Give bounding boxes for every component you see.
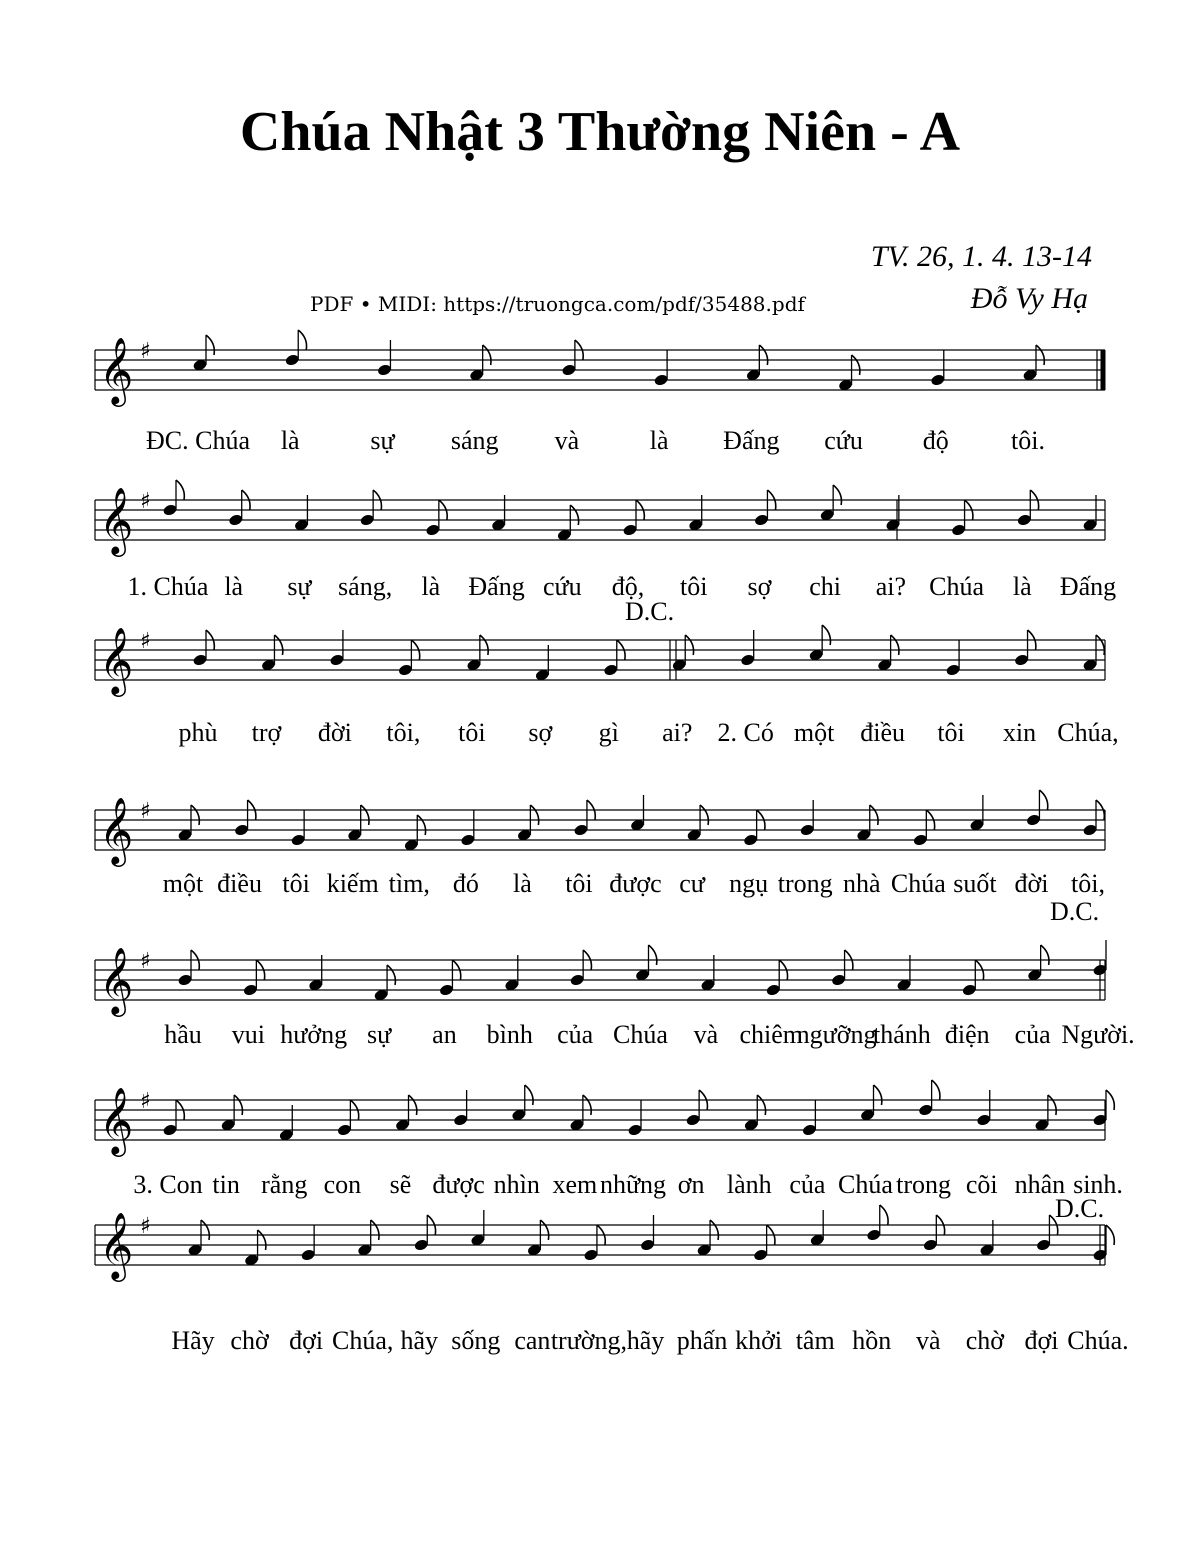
- lyric-syllable: ĐC. Chúa: [146, 426, 250, 455]
- lyric-syllable: tin: [212, 1170, 240, 1199]
- note-flag: [833, 485, 841, 505]
- note-flag: [1036, 345, 1044, 365]
- psalm-reference: TV. 26, 1. 4. 13-14: [870, 240, 1092, 273]
- staff-system: [95, 790, 1105, 867]
- lyric-syllable: tôi: [679, 572, 708, 601]
- note-flag: [932, 1080, 940, 1100]
- lyric-syllable: suốt: [953, 869, 997, 898]
- note-flag: [759, 345, 767, 365]
- lyric-syllable: Đấng: [468, 572, 525, 601]
- note-flag: [480, 635, 488, 655]
- lyric-syllable: của: [557, 1020, 594, 1049]
- lyric-syllable: là: [1012, 572, 1032, 601]
- da-capo-mark: D.C.: [1050, 897, 1100, 926]
- lyric-syllable: hưởng: [280, 1020, 348, 1049]
- lyric-syllable: trong: [896, 1170, 952, 1199]
- lyric-syllable: là: [421, 572, 441, 601]
- lyric-syllable: vui: [231, 1020, 265, 1049]
- note-flag: [870, 805, 878, 825]
- lyric-syllable: sáng: [450, 426, 499, 455]
- treble-clef-icon: 𝄞: [99, 1211, 134, 1279]
- lyric-syllable: can: [514, 1326, 551, 1355]
- lyric-syllable: điều: [860, 718, 905, 747]
- lyric-syllable: một: [162, 869, 204, 898]
- note-flag: [409, 1095, 417, 1115]
- lyric-syllable: Chúa: [929, 572, 985, 601]
- lyric-syllable: thánh: [873, 1020, 931, 1049]
- note-flag: [700, 805, 708, 825]
- lyric-syllable: bình: [486, 1020, 533, 1049]
- lyric-syllable: và: [916, 1326, 941, 1355]
- lyric-syllable: độ,: [611, 572, 645, 601]
- source-link[interactable]: PDF • MIDI: https://truongca.com/pdf/35488.pdf: [310, 292, 805, 316]
- lyric-syllable: sợ: [747, 572, 772, 601]
- da-capo-mark: D.C.: [625, 597, 675, 626]
- lyric-syllable: cõi: [965, 1170, 998, 1199]
- lyric-syllable: rằng: [261, 1170, 308, 1199]
- lyric-syllable: và: [554, 426, 580, 455]
- lyric-syllable: và: [693, 1020, 719, 1049]
- lyric-syllable: 1. Chúa: [127, 572, 209, 601]
- note-flag: [191, 805, 199, 825]
- lyric-syllable: Người.: [1061, 1020, 1135, 1049]
- lyric-syllable: độ: [922, 426, 949, 455]
- lyric-syllable: tôi.: [1011, 426, 1045, 455]
- lyric-syllable: ai?: [662, 718, 693, 747]
- sharp-icon: ♯: [140, 339, 151, 364]
- lyric-syllable: an: [432, 1020, 457, 1049]
- lyric-syllable: tôi: [282, 869, 310, 898]
- lyric-syllable: Chúa,: [331, 1326, 394, 1355]
- lyric-syllable: trường,: [550, 1326, 628, 1355]
- note-flag: [710, 1220, 718, 1240]
- lyric-syllable: hãy: [626, 1326, 665, 1355]
- note-flag: [874, 1085, 882, 1105]
- note-flag: [361, 805, 369, 825]
- lyric-syllable: một: [793, 718, 835, 747]
- song-title: Chúa Nhật 3 Thường Niên - A: [239, 101, 961, 163]
- lyric-syllable: được: [609, 869, 662, 898]
- note-flag: [201, 1220, 209, 1240]
- sharp-icon: ♯: [140, 489, 151, 514]
- note-flag: [417, 815, 425, 835]
- note-flag: [540, 1220, 548, 1240]
- lyric-syllable: xem: [552, 1170, 598, 1199]
- lyric-syllable: con: [323, 1170, 362, 1199]
- lyric-syllable: là: [280, 426, 300, 455]
- lyric-syllable: phấn: [676, 1326, 728, 1355]
- note-flag: [274, 635, 282, 655]
- note-flag: [1096, 635, 1104, 655]
- lyric-syllable: cư: [679, 869, 705, 898]
- sharp-icon: ♯: [140, 1089, 151, 1114]
- staff-system: [95, 1205, 1114, 1282]
- lyric-syllable: cứu: [824, 426, 863, 455]
- lyric-syllable: đời: [1014, 869, 1049, 898]
- lyric-syllable: của: [1014, 1020, 1051, 1049]
- note-flag: [757, 1095, 765, 1115]
- note-flag: [1039, 790, 1047, 810]
- lyric-syllable: tôi,: [386, 718, 421, 747]
- lyric-syllable: hầu: [164, 1020, 202, 1049]
- lyric-syllable: cứu: [542, 572, 582, 601]
- treble-clef-icon: 𝄞: [99, 796, 134, 864]
- lyric-syllable: chi: [809, 572, 842, 601]
- lyric-syllable: đợi: [1024, 1326, 1059, 1355]
- note-flag: [1106, 1090, 1114, 1110]
- composer-name: Đỗ Vy Hạ: [970, 282, 1088, 315]
- lyric-syllable: chờ: [230, 1326, 269, 1355]
- lyric-syllable: được: [432, 1170, 485, 1199]
- note-flag: [570, 505, 578, 525]
- note-flag: [206, 335, 214, 355]
- lyric-syllable: tôi: [937, 718, 965, 747]
- lyric-syllable: sợ: [528, 718, 553, 747]
- da-capo-mark: D.C.: [1055, 1194, 1105, 1223]
- treble-clef-icon: 𝄞: [99, 626, 134, 694]
- lyric-syllable: phù: [178, 718, 218, 747]
- lyric-syllable: ngụ: [729, 869, 769, 898]
- lyric-syllable: nhìn: [493, 1170, 540, 1199]
- lyric-syllable: là: [224, 572, 244, 601]
- note-flag: [525, 1085, 533, 1105]
- lyric-syllable: ơn: [677, 1170, 705, 1199]
- note-flag: [685, 635, 693, 655]
- note-flag: [298, 330, 306, 350]
- lyric-syllable: ai?: [875, 572, 906, 601]
- lyric-syllable: nhà: [842, 869, 881, 898]
- note-flag: [234, 1095, 242, 1115]
- treble-clef-icon: 𝄞: [99, 1086, 134, 1154]
- lyric-syllable: kiếm: [326, 869, 379, 898]
- lyric-syllable: là: [649, 426, 669, 455]
- lyric-syllable: Chúa: [838, 1170, 893, 1199]
- sharp-icon: ♯: [140, 629, 151, 654]
- lyric-syllable: chiêm: [739, 1020, 803, 1049]
- lyric-syllable: đợi: [289, 1326, 324, 1355]
- lyric-syllable: đời: [317, 718, 352, 747]
- lyric-syllable: sẽ: [389, 1170, 412, 1199]
- note-flag: [852, 355, 860, 375]
- lyric-syllable: đó: [452, 869, 479, 898]
- lyric-syllable: điện: [944, 1020, 990, 1049]
- lyric-syllable: sống: [451, 1326, 501, 1355]
- note-flag: [176, 480, 184, 500]
- note-flag: [583, 1095, 591, 1115]
- note-flag: [822, 625, 830, 645]
- note-flag: [1106, 1225, 1114, 1245]
- note-flag: [649, 945, 657, 965]
- lyric-syllable: sinh.: [1073, 1170, 1123, 1199]
- lyric-syllable: nhân: [1014, 1170, 1066, 1199]
- lyric-syllable: trong: [777, 869, 833, 898]
- sharp-icon: ♯: [140, 949, 151, 974]
- note-flag: [530, 805, 538, 825]
- note-flag: [387, 965, 395, 985]
- lyric-syllable: điều: [217, 869, 262, 898]
- lyric-syllable: tôi: [458, 718, 486, 747]
- lyric-syllable: tôi: [565, 869, 593, 898]
- note-flag: [1041, 945, 1049, 965]
- lyric-syllable: của: [789, 1170, 826, 1199]
- lyric-syllable: tìm,: [388, 869, 430, 898]
- note-flag: [483, 345, 491, 365]
- treble-clef-icon: 𝄞: [99, 336, 134, 404]
- lyric-syllable: 3. Con: [133, 1170, 203, 1199]
- treble-clef-icon: 𝄞: [99, 486, 134, 554]
- staff-system: [95, 625, 1105, 697]
- lyric-syllable: khởi: [735, 1326, 783, 1355]
- lyric-syllable: chờ: [965, 1326, 1005, 1355]
- note-flag: [1048, 1095, 1056, 1115]
- lyric-syllable: gì: [598, 718, 619, 747]
- staff-system: [95, 940, 1108, 1017]
- treble-clef-icon: 𝄞: [99, 946, 134, 1014]
- sharp-icon: ♯: [140, 799, 151, 824]
- note-flag: [891, 635, 899, 655]
- lyric-syllable: Đấng: [1059, 572, 1117, 601]
- lyric-syllable: sự: [287, 572, 312, 601]
- lyric-syllable: tâm: [795, 1326, 835, 1355]
- lyric-syllable: Hãy: [171, 1326, 215, 1355]
- sharp-icon: ♯: [140, 1214, 151, 1239]
- lyric-syllable: tôi,: [1071, 869, 1105, 898]
- lyric-syllable: xin: [1002, 718, 1037, 747]
- lyric-syllable: Chúa: [890, 869, 946, 898]
- lyric-syllable: Chúa: [613, 1020, 668, 1049]
- lyric-syllable: hồn: [852, 1326, 892, 1355]
- lyric-syllable: những: [599, 1170, 667, 1199]
- lyric-syllable: trợ: [251, 718, 282, 747]
- lyric-syllable: sự: [366, 1020, 392, 1049]
- lyric-syllable: 2. Có: [717, 718, 774, 747]
- staff-system: [95, 480, 1105, 557]
- staff-system: [95, 1080, 1114, 1157]
- lyric-syllable: là: [512, 869, 532, 898]
- lyric-syllable: sáng,: [338, 572, 393, 601]
- staff-system: [95, 330, 1105, 407]
- lyric-syllable: hãy: [400, 1326, 439, 1355]
- lyric-syllable: Đấng: [723, 426, 780, 455]
- lyric-syllable: ngưỡng: [796, 1020, 877, 1049]
- lyric-syllable: sự: [370, 426, 395, 455]
- lyric-syllable: lành: [726, 1170, 772, 1199]
- note-flag: [371, 1220, 379, 1240]
- lyric-syllable: Chúa.: [1067, 1326, 1129, 1355]
- note-flag: [880, 1205, 888, 1225]
- note-flag: [258, 1230, 266, 1250]
- lyric-syllable: Chúa,: [1057, 718, 1119, 747]
